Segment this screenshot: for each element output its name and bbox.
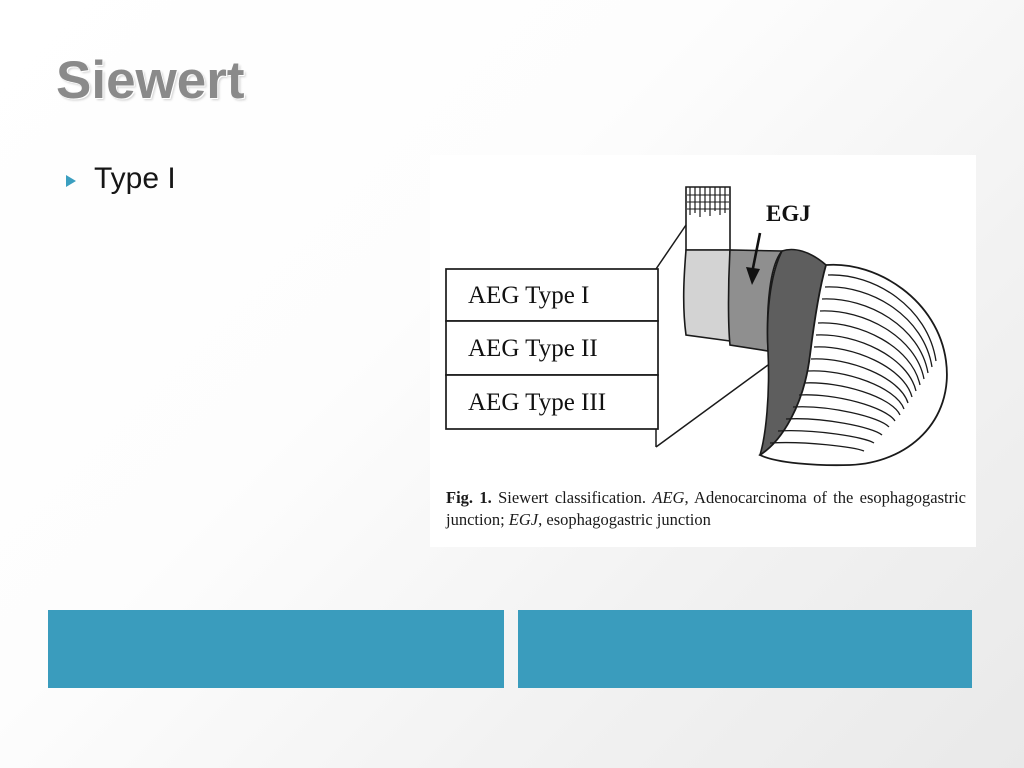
footer-bar-right <box>518 610 972 688</box>
caption-text-3: , esophagogastric junction <box>538 510 711 529</box>
label-type-1: AEG Type I <box>468 282 590 309</box>
bullet-text: Type I <box>94 162 176 195</box>
caption-text-2: , Adenocarcinoma of the esophagogastric junction; <box>446 488 966 529</box>
esophagus-shape <box>686 187 730 250</box>
caption-italic-egj: EGJ <box>508 510 539 529</box>
label-box-type1 <box>446 269 658 321</box>
figure-number: Fig. 1. <box>446 488 492 507</box>
figure-caption <box>446 487 966 531</box>
page-title: Siewert <box>56 51 245 110</box>
figure-siewert-classification <box>430 155 976 547</box>
footer-bar-left <box>48 610 504 688</box>
siewert-diagram-image <box>430 155 976 485</box>
label-box-type3 <box>446 375 658 429</box>
triangle-bullet-icon <box>66 175 76 187</box>
caption-text-1: Siewert classification. <box>491 488 653 507</box>
distal-esophagus-segment <box>684 250 730 341</box>
caption-italic-aeg: AEG <box>652 488 685 507</box>
label-type-3: AEG Type III <box>468 389 607 416</box>
list-item <box>66 162 176 196</box>
label-type-2: AEG Type II <box>468 335 598 362</box>
egj-label: EGJ <box>766 201 811 226</box>
label-box-type2 <box>446 321 658 375</box>
